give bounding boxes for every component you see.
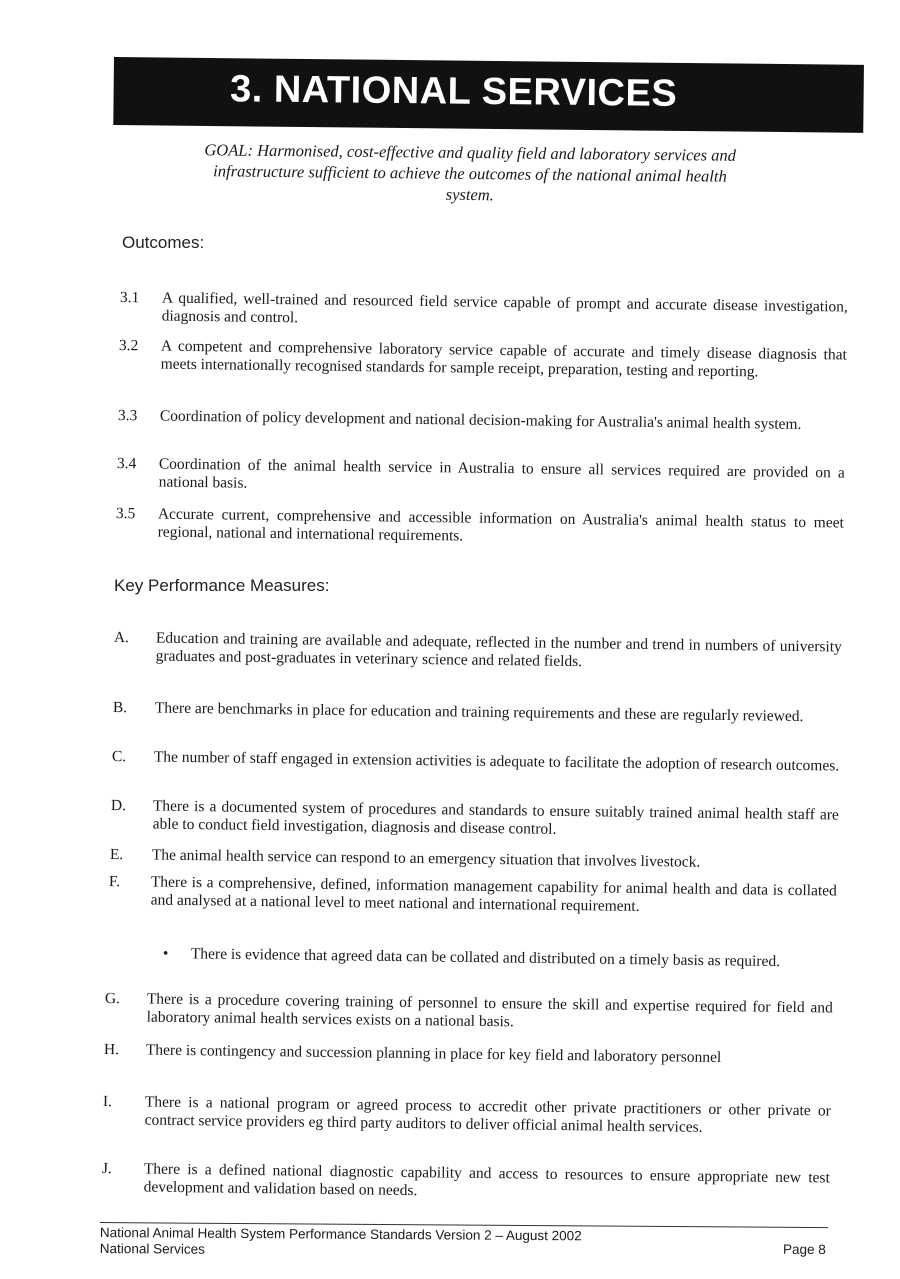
measure-letter: I.	[102, 1093, 113, 1111]
measure-letter: C.	[111, 748, 127, 766]
section-banner	[113, 57, 864, 133]
outcome-number: 3.5	[115, 505, 136, 523]
outcome-text: A competent and comprehensive laboratory service capable of accurate and timely disease diagnosis that meets internationally recognised standards for sample receipt, preparation, testing and reporting.	[160, 337, 847, 381]
goal-statement: GOAL: Harmonised, cost-effective and quality field and laboratory services and infrastructure sufficient to achieve the outcomes of the national animal health system.	[204, 140, 737, 205]
page-number: Page 8	[782, 1241, 826, 1258]
measure-letter: J.	[101, 1160, 112, 1178]
page-footer	[100, 1225, 828, 1262]
footer-section: National Services	[99, 1240, 205, 1257]
outcome-text: A qualified, well-trained and resourced field service capable of prompt and accurate disease investigation, diagnosis and control.	[161, 289, 848, 327]
bullet-text: There is evidence that agreed data can be collated and distributed on a timely basis as required.	[190, 945, 781, 971]
measure-text: The number of staff engaged in extension activities is adequate to facilitate the adoption of research outcomes.	[153, 748, 840, 775]
measure-text: There is a comprehensive, defined, information management capability for animal health and data is collated and analysed at a national level to meet national and international requirement.	[150, 873, 837, 915]
measure-text: Education and training are available and adequate, reflected in the number and trend in numbers of university graduates and post-graduates in veterinary science and related fields.	[155, 629, 842, 671]
measure-letter: H.	[103, 1041, 120, 1059]
measure-text: There is a documented system of procedures and standards to ensure suitably trained animal health staff are able to conduct field investigation, diagnosis and disease control.	[152, 797, 839, 838]
bullet-icon: •	[162, 945, 169, 963]
measure-letter: D.	[110, 797, 127, 815]
outcome-number: 3.4	[116, 455, 137, 473]
measure-letter: B.	[112, 699, 128, 717]
outcome-text: Coordination of the animal health service in Australia to ensure all services required are provided on a national basis.	[158, 455, 845, 492]
measure-text: There are benchmarks in place for education and training requirements and these are regularly reviewed.	[154, 699, 804, 726]
measure-letter: E.	[109, 846, 124, 864]
footer-title: National Animal Health System Performance Standards Version 2 – August 2002	[99, 1225, 582, 1244]
outcome-text: Accurate current, comprehensive and accessible information on Australia's animal health status to meet regional, national and international requirements.	[157, 505, 844, 545]
kpm-heading: Key Performance Measures:	[114, 576, 330, 595]
section-title: 3. NATIONAL SERVICES	[229, 68, 678, 115]
measure-text: There is a defined national diagnostic capability and access to resources to ensure appropriate new test development and validation based on needs.	[143, 1160, 830, 1200]
measure-text: There is a procedure covering training of personnel to ensure the skill and expertise required for field and laboratory animal health services exists on a national basis.	[146, 990, 833, 1031]
measure-letter: F.	[108, 873, 121, 891]
measure-text: There is a national program or agreed process to accredit other private practitioners or other private or contract service providers eg third party auditors to deliver official animal health services.	[144, 1093, 831, 1136]
outcome-text: Coordination of policy development and national decision-making for Australia's animal health system.	[159, 407, 802, 433]
outcome-number: 3.2	[118, 337, 139, 355]
measure-text: There is contingency and succession planning in place for key field and laboratory personnel	[145, 1041, 722, 1067]
measure-text: The animal health service can respond to an emergency situation that involves livestock.	[151, 846, 701, 871]
measure-letter: A.	[113, 629, 130, 647]
outcome-number: 3.3	[117, 407, 138, 425]
outcomes-heading: Outcomes:	[122, 233, 205, 252]
outcome-number: 3.1	[119, 289, 140, 307]
measure-letter: G.	[104, 990, 121, 1008]
